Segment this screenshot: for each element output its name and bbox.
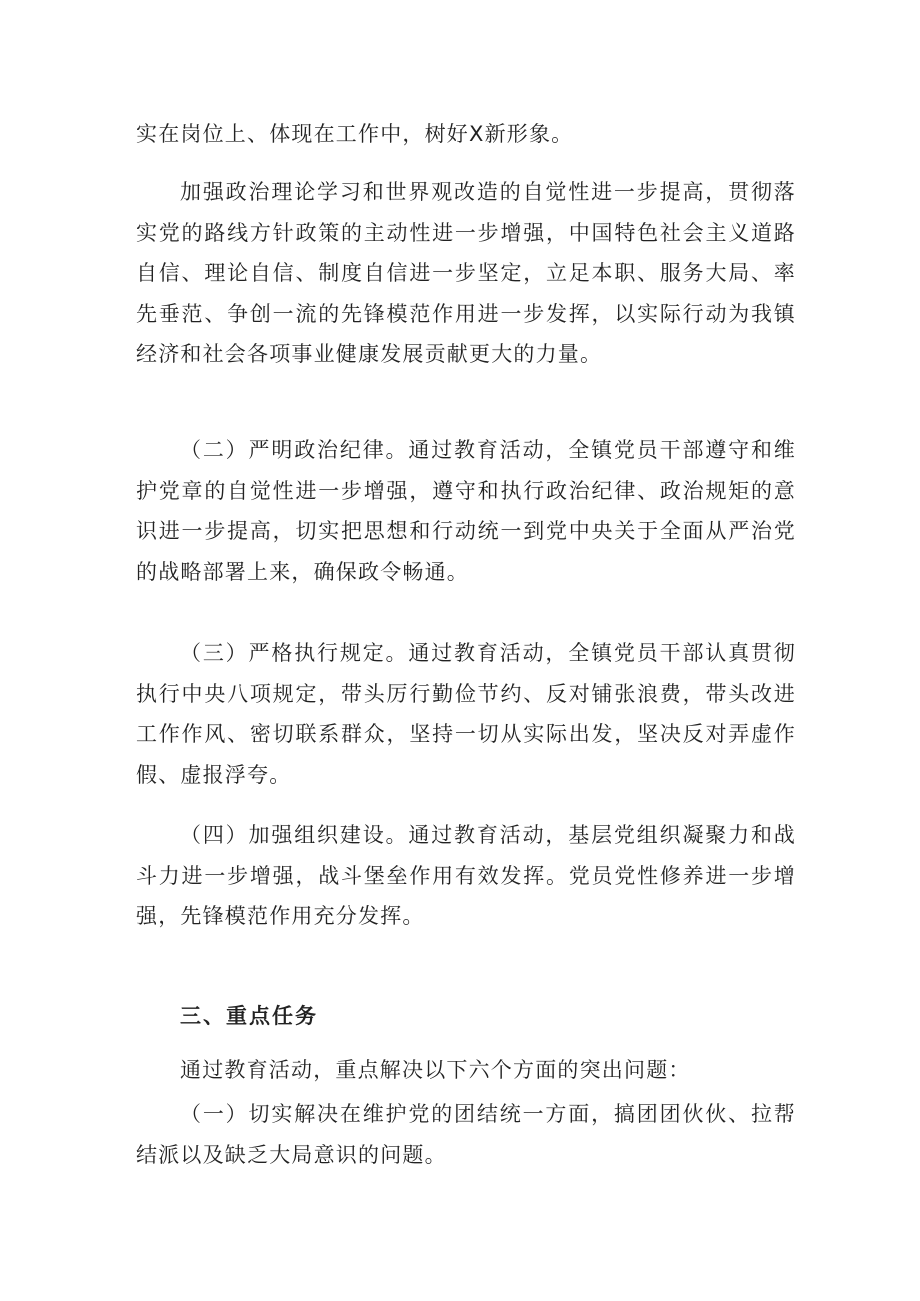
section-heading: 三、重点任务 xyxy=(180,1004,318,1028)
paragraph-task-one: （一）切实解决在维护党的团结统一方面，搞团团伙伙、拉帮结派以及缺乏大局意识的问题。 xyxy=(136,1102,796,1167)
paragraph-intro: 通过教育活动，重点解决以下六个方面的突出问题： xyxy=(180,1058,691,1082)
paragraph-political-discipline: （二）严明政治纪律。通过教育活动，全镇党员干部遵守和维护党章的自觉性进一步增强，遵守和执行政治纪律、政治规矩的意识进一步提高，切实把思想和行动统一到党中央关于全面从严治党的战略部署上来，确保政令畅通。 xyxy=(136,438,796,584)
paragraph-political-theory: 加强政治理论学习和世界观改造的自觉性进一步提高，贯彻落实党的路线方针政策的主动性进一步增强，中国特色社会主义道路自信、理论自信、制度自信进一步坚定，立足本职、服务大局、率先垂范、争创一流的先锋模范作用进一步发挥，以实际行动为我镇经济和社会各项事业健康发展贡献更大的力量。 xyxy=(136,180,796,366)
paragraph-execute-regulations: （三）严格执行规定。通过教育活动，全镇党员干部认真贯彻执行中央八项规定，带头厉行勤俭节约、反对铺张浪费，带头改进工作作风、密切联系群众，坚持一切从实际出发，坚决反对弄虚作假、虚报浮夸。 xyxy=(136,641,796,787)
paragraph-organization-building: （四）加强组织建设。通过教育活动，基层党组织凝聚力和战斗力进一步增强，战斗堡垒作用有效发挥。党员党性修养进一步增强，先锋模范作用充分发挥。 xyxy=(136,823,796,928)
paragraph-continuation: 实在岗位上、体现在工作中，树好X新形象。 xyxy=(136,122,574,146)
